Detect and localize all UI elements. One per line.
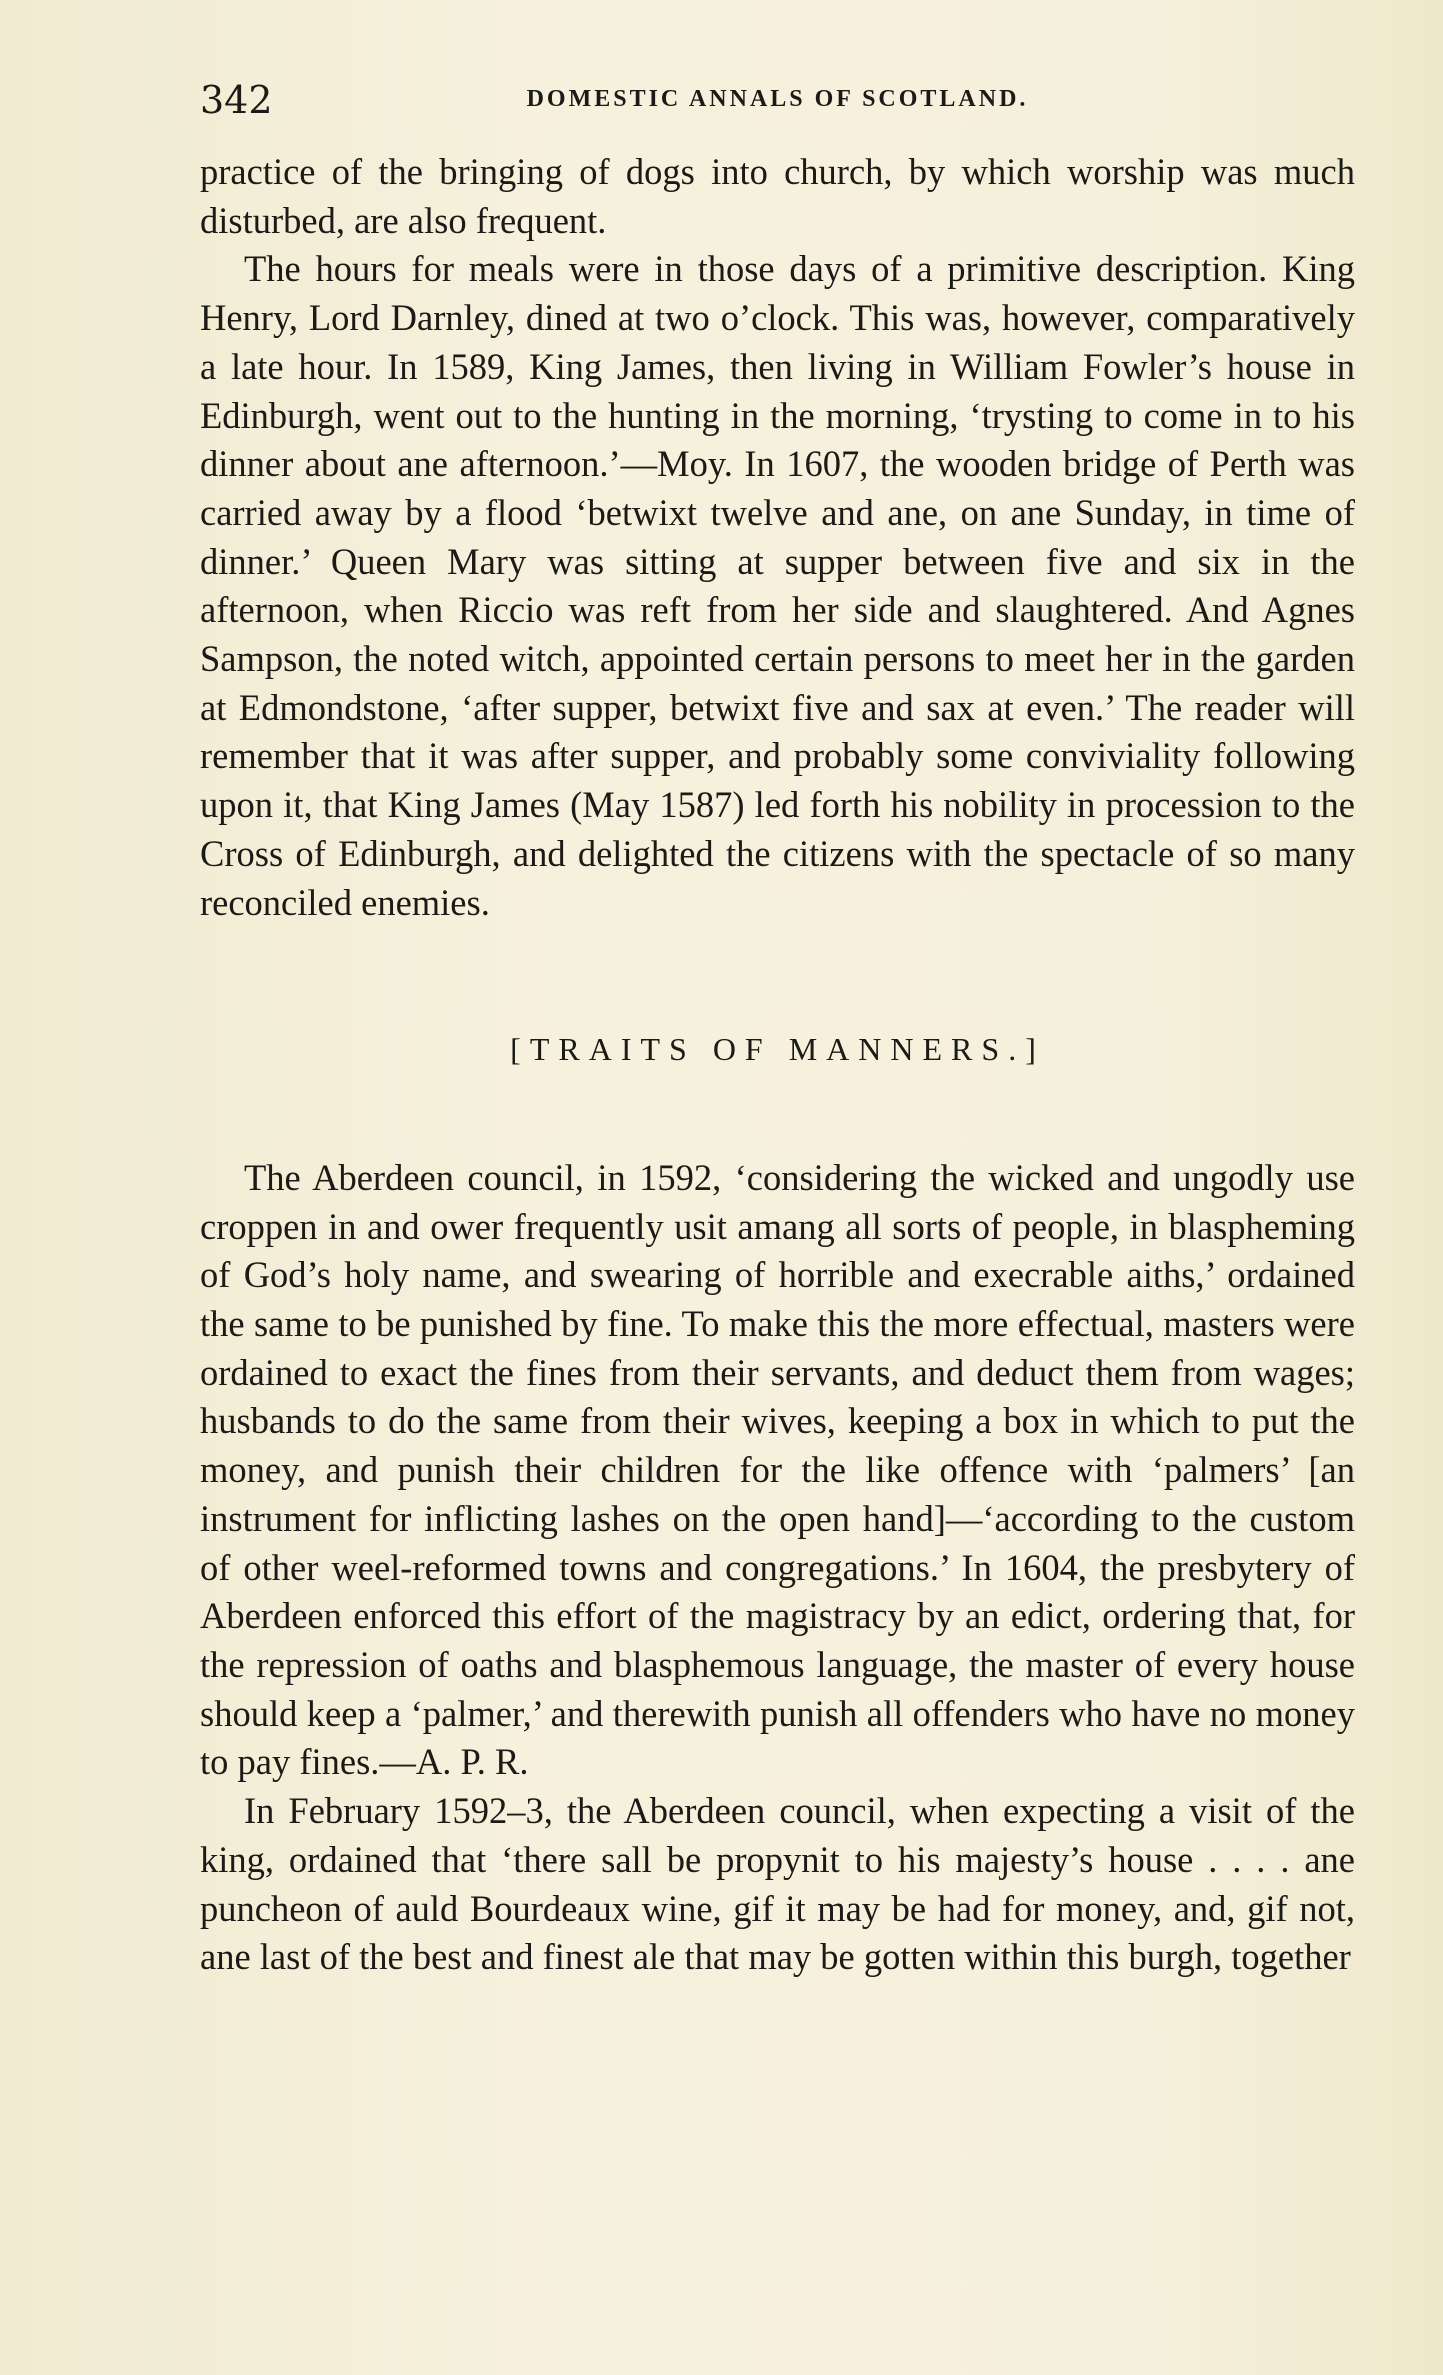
section-heading: [TRAITS OF MANNERS.] xyxy=(510,1031,1045,1068)
paragraph-continuation: practice of the bringing of dogs into church, by which worship was much disturbed, are also frequent. xyxy=(200,151,1355,241)
paragraph-february: In February 1592–3, the Aberdeen council, when expecting a visit of the king, ordained that ‘there sall be propynit to his majesty’s house . . . . ane puncheon of auld Bourdeaux wine, gif it may be had for money, and, gif not, ane last of the best and finest ale that may be gotten within this burgh, together xyxy=(200,1790,1355,1978)
running-head: DOMESTIC ANNALS OF SCOTLAND. xyxy=(526,86,1029,112)
page-header xyxy=(200,78,1355,138)
page-body xyxy=(200,148,1355,1982)
page-number: 342 xyxy=(200,78,273,122)
paragraph-meals: The hours for meals were in those days of a primitive description. King Henry, Lord Darnley, dined at two o’clock. This was, however, comparatively a late hour. In 1589, King James, then living in William Fowler’s house in Edinburgh, went out to the hunting in the morning, ‘trysting to come in to his dinner about ane afternoon.’—Moy. In 1607, the wooden bridge of Perth was carried away by a flood ‘betwixt twelve and ane, on ane Sunday, in time of dinner.’ Queen Mary was sitting at supper between five and six in the afternoon, when Riccio was reft from her side and slaughtered. And Agnes Sampson, the noted witch, appointed certain persons to meet her in the garden at Edmondstone, ‘after supper, betwixt five and sax at even.’ The reader will remember that it was after supper, and probably some conviviality following upon it, that King James (May 1587) led forth his nobility in procession to the Cross of Edinburgh, and delighted the citizens with the spectacle of so many reconciled enemies. xyxy=(200,248,1355,923)
paragraph-aberdeen-council: The Aberdeen council, in 1592, ‘considering the wicked and ungodly use croppen in and ower frequently usit amang all sorts of people, in blaspheming of God’s holy name, and swearing of horrible and execrable aiths,’ ordained the same to be punished by fine. To make this the more effectual, masters were ordained to exact the fines from their servants, and deduct them from wages; husbands to do the same from their wives, keeping a box in which to put the money, and punish their children for the like offence with ‘palmers’ [an instrument for inflicting lashes on the open hand]—‘according to the custom of other weel-reformed towns and congregations.’ In 1604, the presbytery of Aberdeen enforced this effort of the magistracy by an edict, ordering that, for the repression of oaths and blasphemous language, the master of every house should keep a ‘palmer,’ and therewith punish all offenders who have no money to pay fines.—A. P. R. xyxy=(200,1156,1355,1783)
